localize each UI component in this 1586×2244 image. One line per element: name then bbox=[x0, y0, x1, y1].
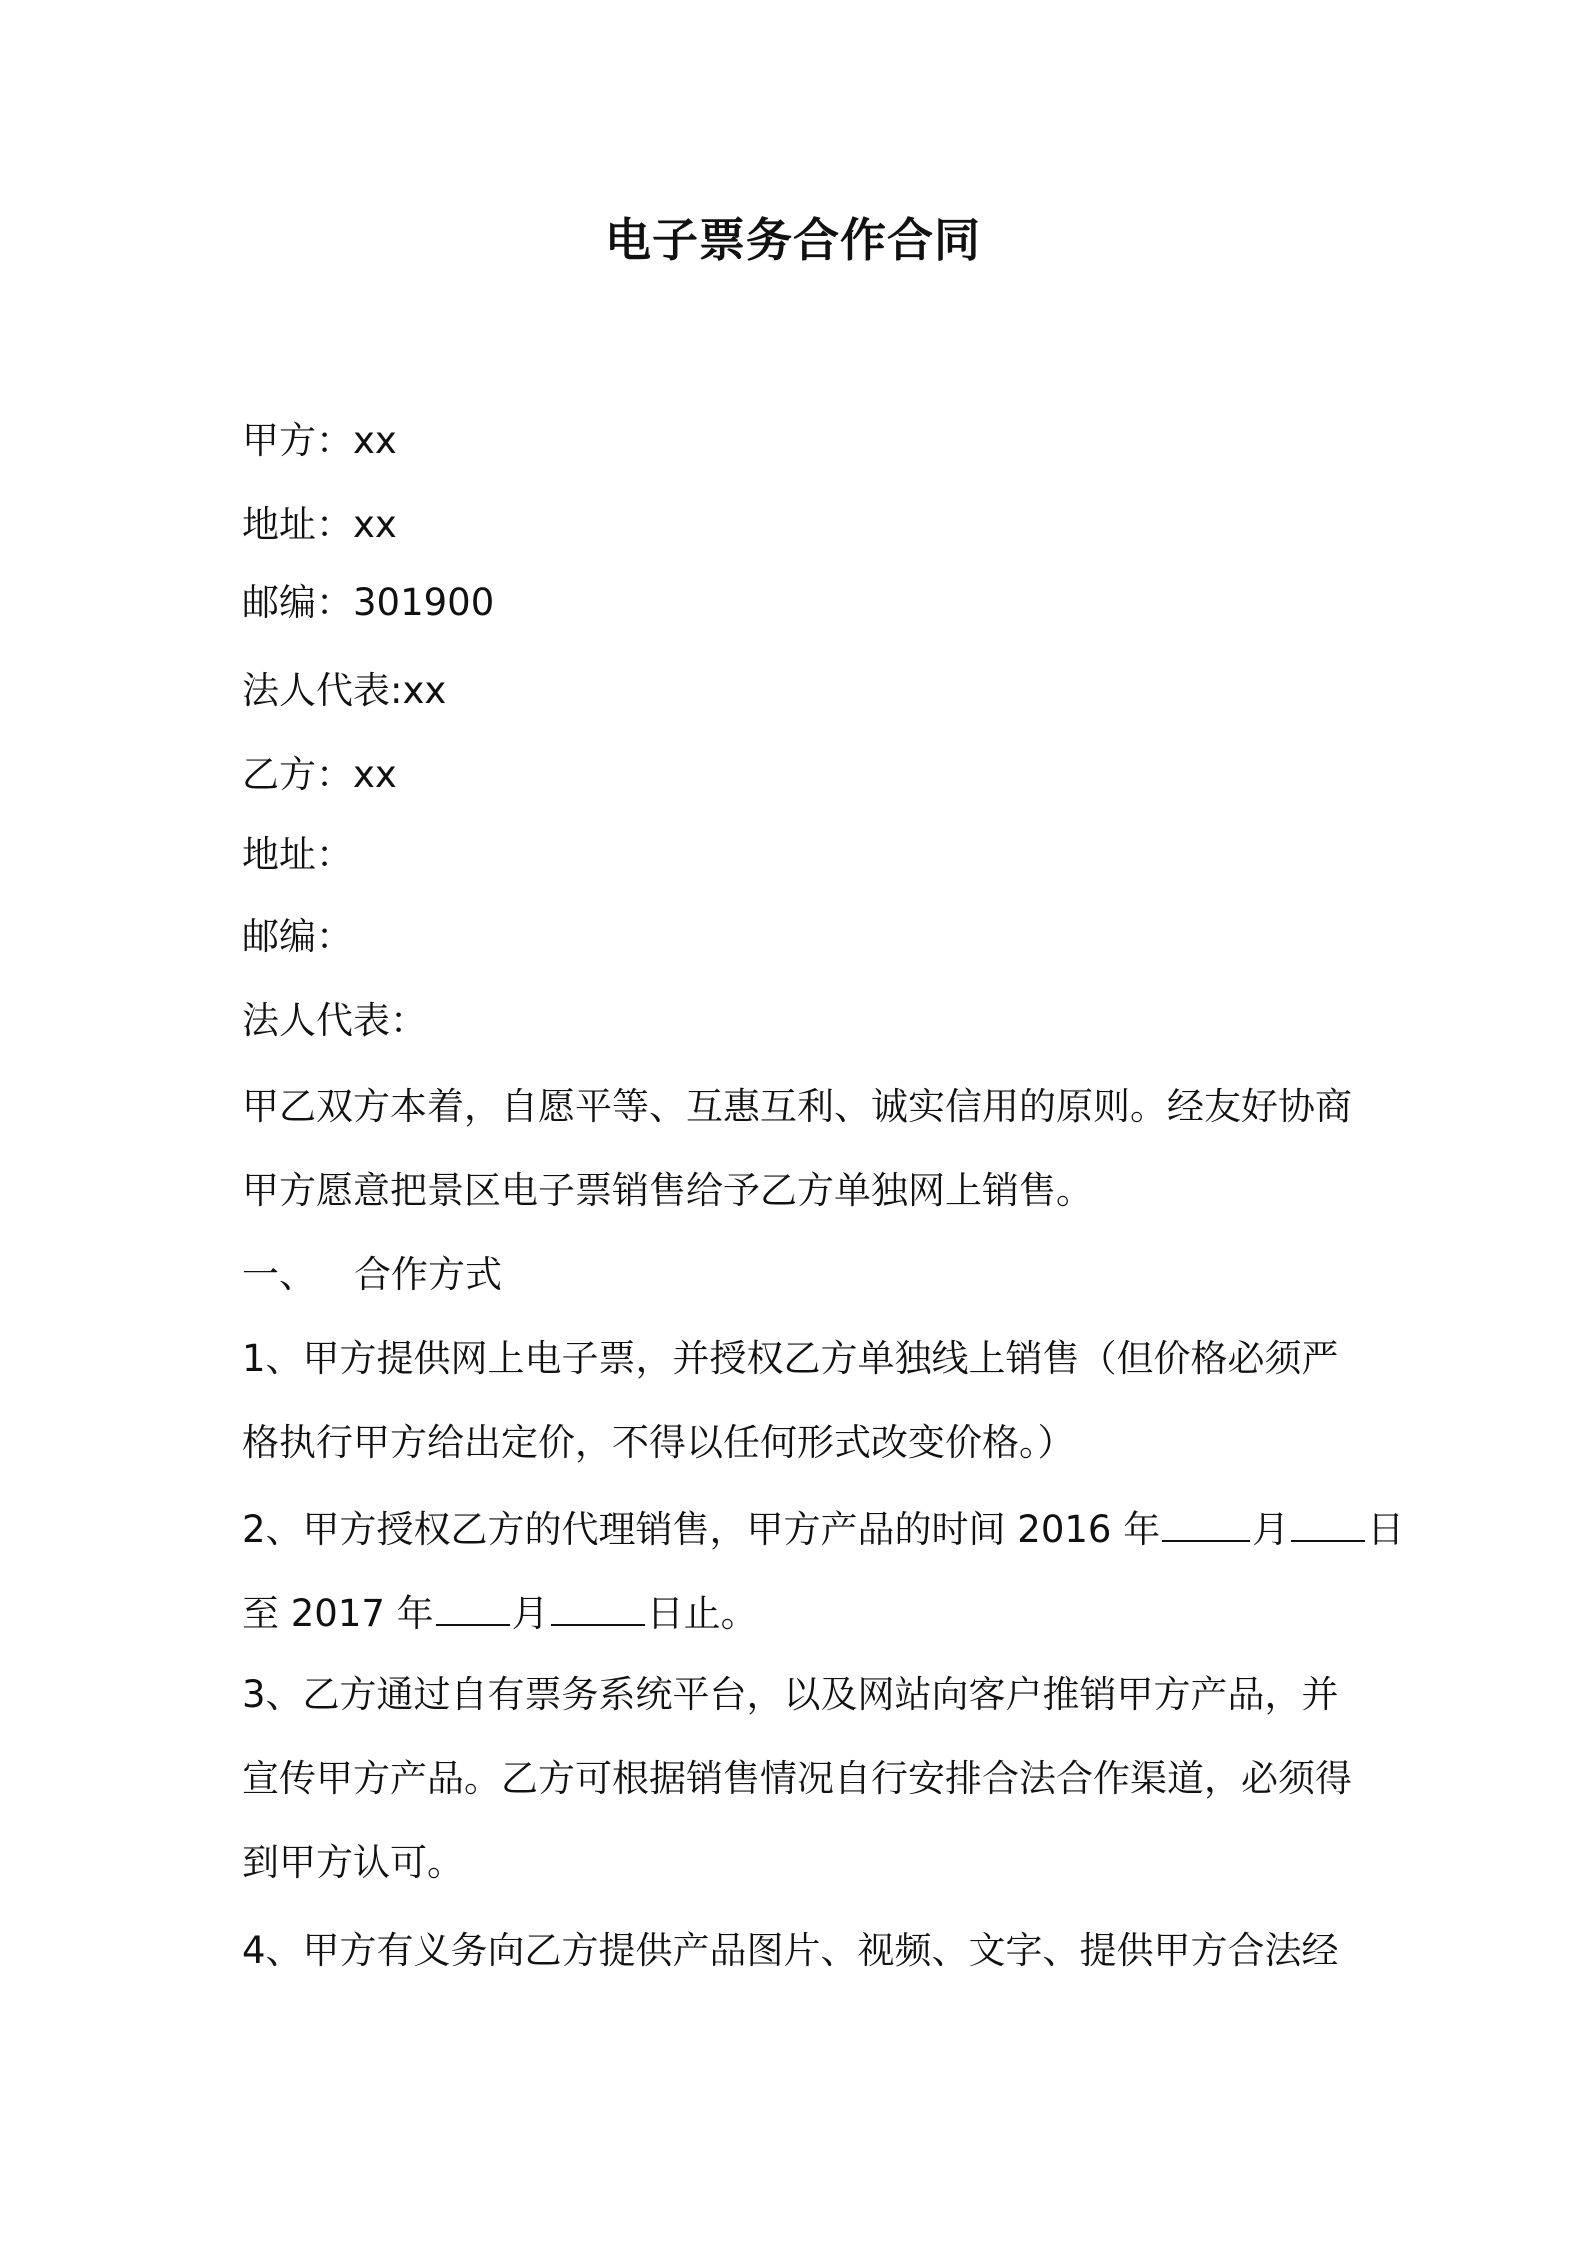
day-label: 日 bbox=[1367, 1508, 1405, 1551]
clause-4-line-1: 4、甲方有义务向乙方提供产品图片、视频、文字、提供甲方合法经 bbox=[242, 1929, 1339, 1972]
party-b-name: 乙方：xx bbox=[242, 753, 397, 796]
end-month-label: 月 bbox=[511, 1592, 549, 1635]
clause-3-line-2: 宣传甲方产品。乙方可根据销售情况自行安排合法合作渠道，必须得 bbox=[242, 1757, 1352, 1800]
clause-2-line-1 bbox=[242, 1504, 1405, 1553]
section-heading bbox=[242, 1252, 1362, 1298]
party-a-name: 甲方：xx bbox=[242, 419, 397, 462]
party-a-legal-rep: 法人代表:xx bbox=[242, 669, 447, 712]
clause-3-line-1: 3、乙方通过自有票务系统平台，以及网站向客户推销甲方产品，并 bbox=[242, 1673, 1339, 1716]
month-label: 月 bbox=[1252, 1508, 1290, 1551]
clause-3-line-3: 到甲方认可。 bbox=[242, 1841, 464, 1884]
intro-line-2: 甲方愿意把景区电子票销售给予乙方单独网上销售。 bbox=[242, 1169, 1093, 1212]
end-day-label: 日止。 bbox=[646, 1592, 758, 1635]
clause-1-line-2: 格执行甲方给出定价，不得以任何形式改变价格。） bbox=[242, 1421, 1075, 1464]
party-a-address: 地址：xx bbox=[242, 503, 397, 546]
section-number: 一、 bbox=[242, 1253, 316, 1296]
clause-2-text: 2、甲方授权乙方的代理销售，甲方产品的时间 2016 年 bbox=[242, 1508, 1161, 1551]
clause-2-end-year: 至 2017 年 bbox=[242, 1592, 434, 1635]
day-blank bbox=[1291, 1504, 1365, 1542]
month-blank bbox=[1162, 1504, 1250, 1542]
document-title: 电子票务合作合同 bbox=[605, 213, 981, 267]
party-b-legal-rep: 法人代表： bbox=[242, 999, 427, 1042]
clause-1-line-1: 1、甲方提供网上电子票，并授权乙方单独线上销售（但价格必须严 bbox=[242, 1337, 1339, 1380]
party-b-postcode: 邮编： bbox=[242, 915, 353, 958]
party-b-address: 地址： bbox=[242, 833, 353, 876]
clause-2-line-2 bbox=[242, 1588, 1362, 1637]
section-title: 合作方式 bbox=[354, 1253, 502, 1296]
party-a-postcode: 邮编：301900 bbox=[242, 581, 495, 624]
intro-line-1: 甲乙双方本着，自愿平等、互惠互利、诚实信用的原则。经友好协商 bbox=[242, 1085, 1352, 1128]
end-day-blank bbox=[551, 1588, 645, 1626]
end-month-blank bbox=[436, 1588, 510, 1626]
